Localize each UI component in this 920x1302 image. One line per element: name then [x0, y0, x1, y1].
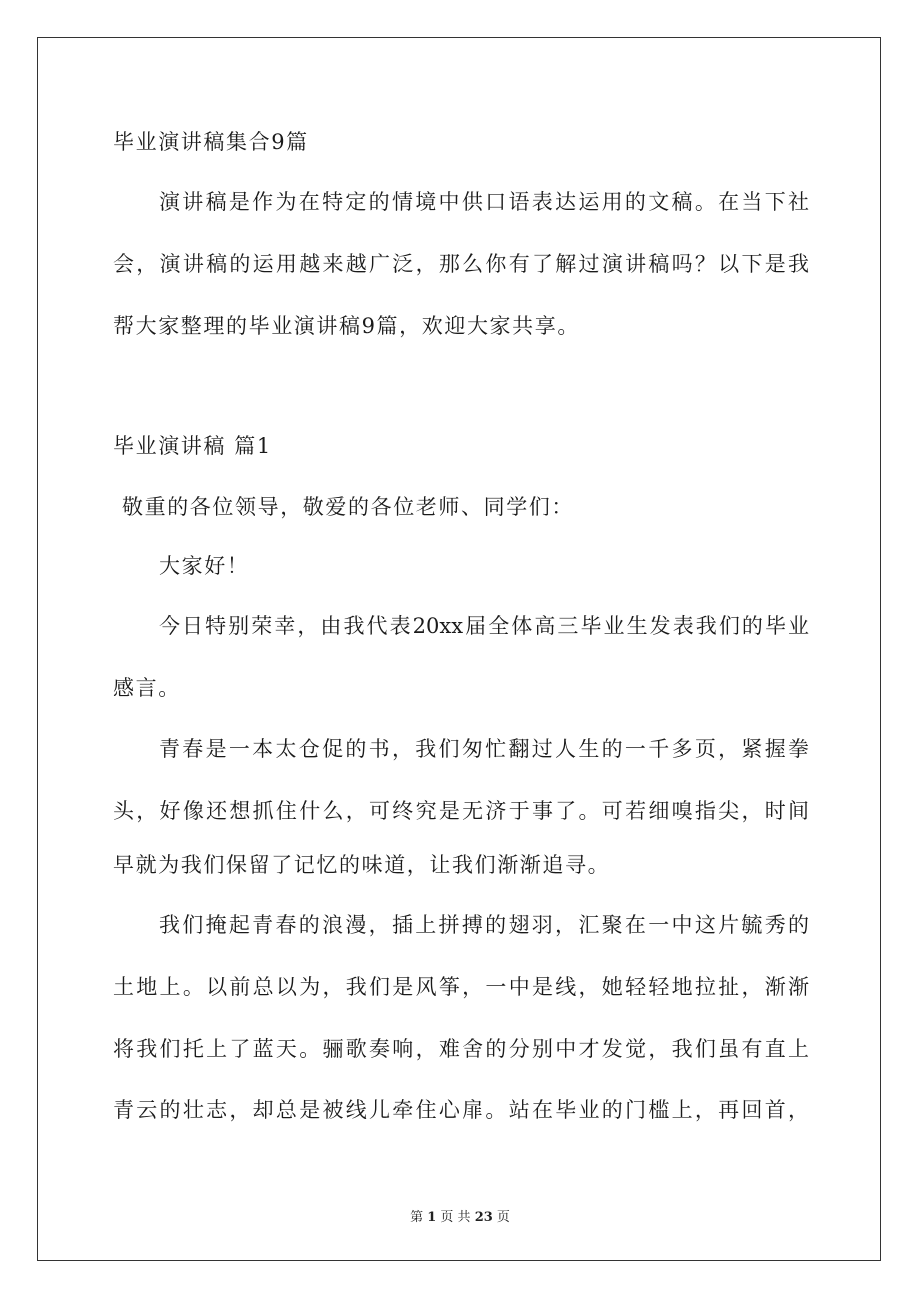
document-title: 毕业演讲稿集合9篇: [113, 130, 309, 154]
paragraph2-line-1: 青春是一本太仓促的书，我们匆忙翻过人生的一千多页，紧握拳: [159, 737, 809, 761]
total-pages-number: 23: [474, 1210, 493, 1225]
salutation: 敬重的各位领导，敬爱的各位老师、同学们：: [122, 495, 574, 519]
section-heading: 毕业演讲稿 篇1: [113, 434, 272, 458]
intro-line-2: 会，演讲稿的运用越来越广泛，那么你有了解过演讲稿吗？以下是我: [113, 252, 809, 276]
paragraph3-line-1: 我们掩起青春的浪漫，插上拼搏的翅羽，汇聚在一中这片毓秀的: [159, 913, 809, 937]
paragraph3-line-2: 土地上。以前总以为，我们是风筝，一中是线，她轻轻地拉扯，渐渐: [113, 975, 809, 999]
intro-line-3: 帮大家整理的毕业演讲稿9篇，欢迎大家共享。: [113, 314, 580, 338]
paragraph3-line-4: 青云的壮志，却总是被线儿牵住心扉。站在毕业的门槛上，再回首，: [113, 1098, 809, 1122]
page-prefix: 第: [410, 1210, 424, 1225]
paragraph2-line-2: 头，好像还想抓住什么，可终究是无济于事了。可若细嗅指尖，时间: [113, 799, 809, 823]
current-page-number: 1: [427, 1210, 437, 1225]
page-border: [37, 37, 881, 1261]
page-suffix: 页: [496, 1210, 510, 1225]
page-footer: [0, 1206, 920, 1225]
greeting: 大家好！: [159, 554, 250, 578]
page-mid: 页 共: [440, 1210, 471, 1225]
paragraph1-line-1: 今日特别荣幸，由我代表20xx届全体高三毕业生发表我们的毕业: [159, 614, 809, 638]
paragraph1-line-2: 感言。: [113, 676, 181, 700]
paragraph2-line-3: 早就为我们保留了记忆的味道，让我们渐渐追寻。: [113, 853, 611, 877]
intro-line-1: 演讲稿是作为在特定的情境中供口语表达运用的文稿。在当下社: [159, 190, 809, 214]
paragraph3-line-3: 将我们托上了蓝天。骊歌奏响，难舍的分别中才发觉，我们虽有直上: [113, 1037, 809, 1061]
